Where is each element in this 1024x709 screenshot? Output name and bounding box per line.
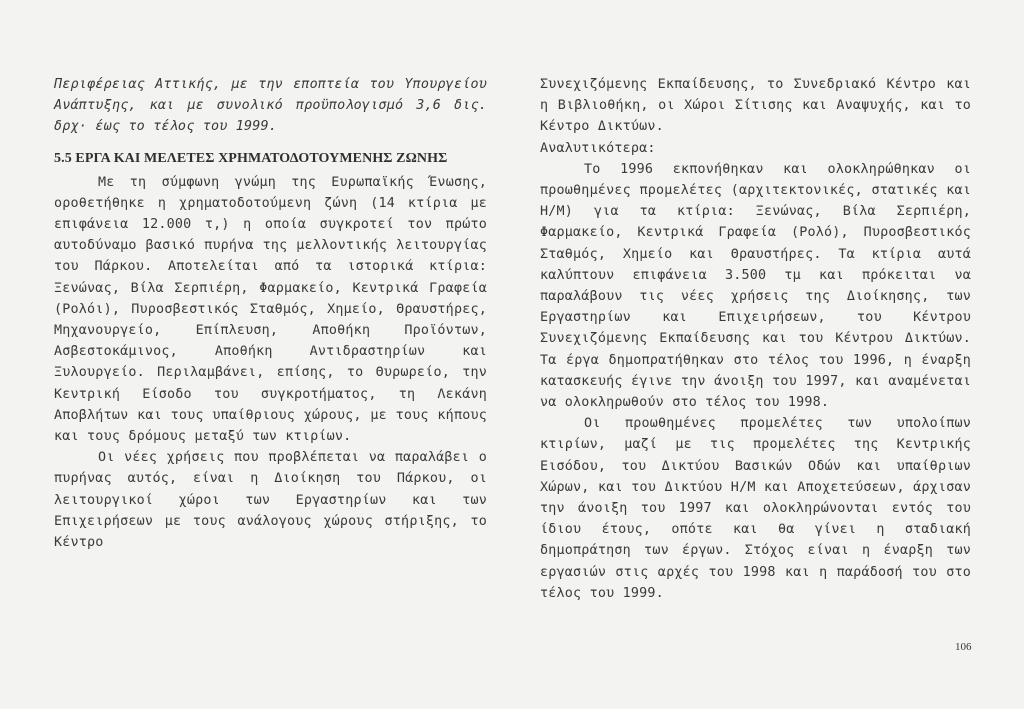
right-paragraph-1: Συνεχιζόμενης Εκπαίδευσης, το Συνεδριακό Κέντρο και η Βιβλιοθήκη, οι Χώροι Σίτισης και Αναψυχής, και το Κέντρο Δικτύων. [540, 77, 971, 135]
left-paragraph-1: Περιφέρειας Αττικής, με την εποπτεία του Υπουργείου Ανάπτυξης, και με συνολικό προϋπολογισμό 3,6 δις. δρχ· έως το τέλος του 1999. [54, 77, 487, 135]
left-paragraph-3: Οι νέες χρήσεις που προβλέπεται να παραλάβει ο πυρήνας αυτός, είναι η Διοίκηση του Πάρκου, οι λειτουργικοί χώροι των Εργαστηρίων και των Επιχειρήσεων με τους ανάλογους χώρους στήριξης, το Κέντρο [54, 450, 487, 551]
page-number: 106 [955, 641, 972, 653]
right-paragraph-2: Το 1996 εκπονήθηκαν και ολοκληρώθηκαν οι προωθημένες προμελέτες (αρχιτεκτονικές, στατικές και Η/Μ) για τα κτίρια: Ξενώνας, Βίλα Σερπιέρη, Φαρμακείο, Κεντρικά Γραφεία (Ρολό), Πυροσβεστικός Σταθμός, Χημείο και Θραυστήρες. Τα κτίρια αυτά καλύπτουν επιφάνεια 3.500 τμ και πρόκειται να παραλάβουν τις νέες χρήσεις της Διοίκησης, των Εργαστηρίων και Επιχειρήσεων, του Κέντρου Συνεχιζόμενης Εκπαίδευσης και του Κέντρου Δικτύων. Τα έργα δημοπρατήθηκαν στο τέλος του 1996, η έναρξη κατασκευής έγινε την άνοιξη του 1997, και αναμένεται να ολοκληρωθούν στο τέλος του 1998. [540, 161, 971, 411]
left-paragraph-2: Με τη σύμφωνη γνώμη της Ευρωπαϊκής Ένωσης, οροθετήθηκε η χρηματοδοτούμενη ζώνη (14 κτίρια με επιφάνεια 12.000 τ,) η οποία συγκροτεί τον πρώτο αυτοδύναμο βασικό πυρήνα της μελλοντικής λειτουργίας του Πάρκου. Αποτελείται από τα ιστορικά κτίρια: Ξενώνας, Βίλα Σερπιέρη, Φαρμακείο, Κεντρικά Γραφεία (Ρολόι), Πυροσβεστικός Σταθμός, Χημείο, Θραυστήρες, Μηχανουργείο, Επίπλευση, Αποθήκη Προϊόντων, Ασβεστοκάμινος, Αποθήκη Αντιδραστηρίων και Ξυλουργείο. Περιλαμβάνει, επίσης, το Θυρωρείο, την Κεντρική Είσοδο του συγκροτήματος, τη Λεκάνη Αποβλήτων και τους υπαίθριους χώρους, με τους κήπους και τους δρόμους μεταξύ των κτιρίων. [54, 174, 487, 445]
right-column [540, 74, 971, 604]
right-paragraph-1b: Αναλυτικότερα: [540, 140, 656, 156]
section-heading: 5.5 ΕΡΓΑ ΚΑΙ ΜΕΛΕΤΕΣ ΧΡΗΜΑΤΟΔΟΤΟΥΜΕΝΗΣ ΖΩΝΗΣ [54, 150, 448, 166]
left-column [54, 74, 487, 553]
right-paragraph-3: Οι προωθημένες προμελέτες των υπολοίπων κτιρίων, μαζί με τις προμελέτες της Κεντρικής Εισόδου, του Δικτύου Βασικών Οδών και υπαίθριων Χώρων, και του Δικτύου Η/Μ και Αποχετεύσεων, άρχισαν την άνοιξη του 1997 και ολοκληρώνονται εντός του ίδιου έτους, οπότε και θα γίνει η σταδιακή δημοπράτηση των έργων. Στόχος είναι η έναρξη των εργασιών στις αρχές του 1998 και η παράδοσή του στο τέλος του 1999. [540, 416, 971, 601]
